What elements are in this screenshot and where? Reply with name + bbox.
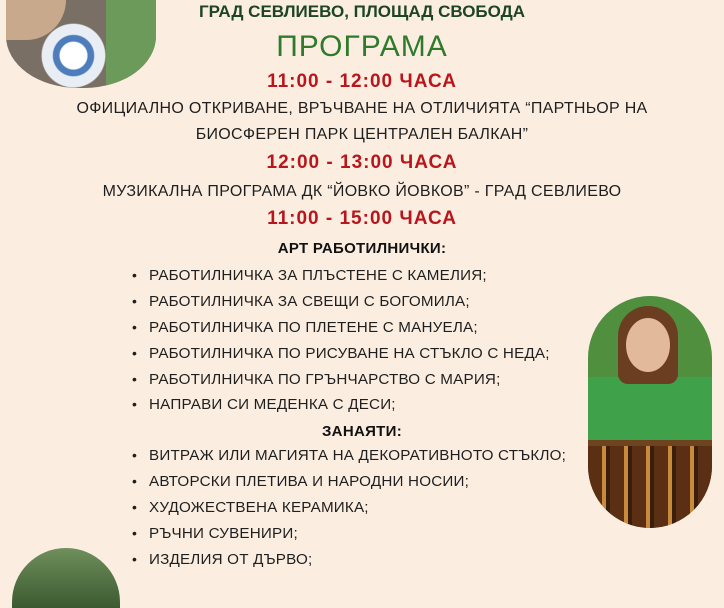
time-slot-3: 11:00 - 15:00 ЧАСА (267, 208, 457, 229)
photo-honey-jars (588, 446, 712, 528)
bottom-photo (12, 548, 120, 608)
list-item: • РАБОТИЛНИЧКА ПО РИСУВАНЕ НА СТЪКЛО С НЕДА; (130, 341, 550, 367)
slot-1-line-2: БИОСФЕРЕН ПАРК ЦЕНТРАЛЕН БАЛКАН” (195, 126, 529, 143)
slot-2-line-1: МУЗИКАЛНА ПРОГРАМА ДК “ЙОВКО ЙОВКОВ” - ГРАД СЕВЛИЕВО (102, 183, 622, 200)
photo-face (626, 318, 670, 372)
list-item: • РАБОТИЛНИЧКА ЗА СВЕЩИ С БОГОМИЛА; (130, 289, 550, 315)
program-heading: ПРОГРАМА (276, 30, 448, 63)
time-slot-1: 11:00 - 12:00 ЧАСА (267, 71, 457, 92)
list-item: • РЪЧНИ СУВЕНИРИ; (130, 521, 566, 547)
list-item: • НАПРАВИ СИ МЕДЕНКА С ДЕСИ; (130, 392, 550, 418)
list-item: • РАБОТИЛНИЧКА ПО ПЛЕТЕНЕ С МАНУЕЛА; (130, 315, 550, 341)
workshop-host-photo (588, 296, 712, 528)
crafts-heading: ЗАНАЯТИ: (321, 423, 402, 440)
slot-1-line-1: ОФИЦИАЛНО ОТКРИВАНЕ, ВРЪЧВАНЕ НА ОТЛИЧИЯТА “ПАРТНЬОР НА (76, 100, 648, 117)
workshops-heading: АРТ РАБОТИЛНИЧКИ: (277, 240, 447, 257)
list-item: • РАБОТИЛНИЧКА ПО ГРЪНЧАРСТВО С МАРИЯ; (130, 367, 550, 393)
crafts-list (130, 443, 566, 572)
workshops-list (130, 263, 550, 418)
list-item: • ВИТРАЖ ИЛИ МАГИЯТА НА ДЕКОРАТИВНОТО СТЪКЛО; (130, 443, 566, 469)
list-item: • РАБОТИЛНИЧКА ЗА ПЛЪСТЕНЕ С КАМЕЛИЯ; (130, 263, 550, 289)
list-item: • ХУДОЖЕСТВЕНА КЕРАМИКА; (130, 495, 566, 521)
list-item: • ИЗДЕЛИЯ ОТ ДЪРВО; (130, 547, 566, 573)
location-title: ГРАД СЕВЛИЕВО, ПЛОЩАД СВОБОДА (198, 2, 526, 21)
time-slot-2: 12:00 - 13:00 ЧАСА (266, 152, 458, 173)
list-item: • АВТОРСКИ ПЛЕТИВА И НАРОДНИ НОСИИ; (130, 469, 566, 495)
